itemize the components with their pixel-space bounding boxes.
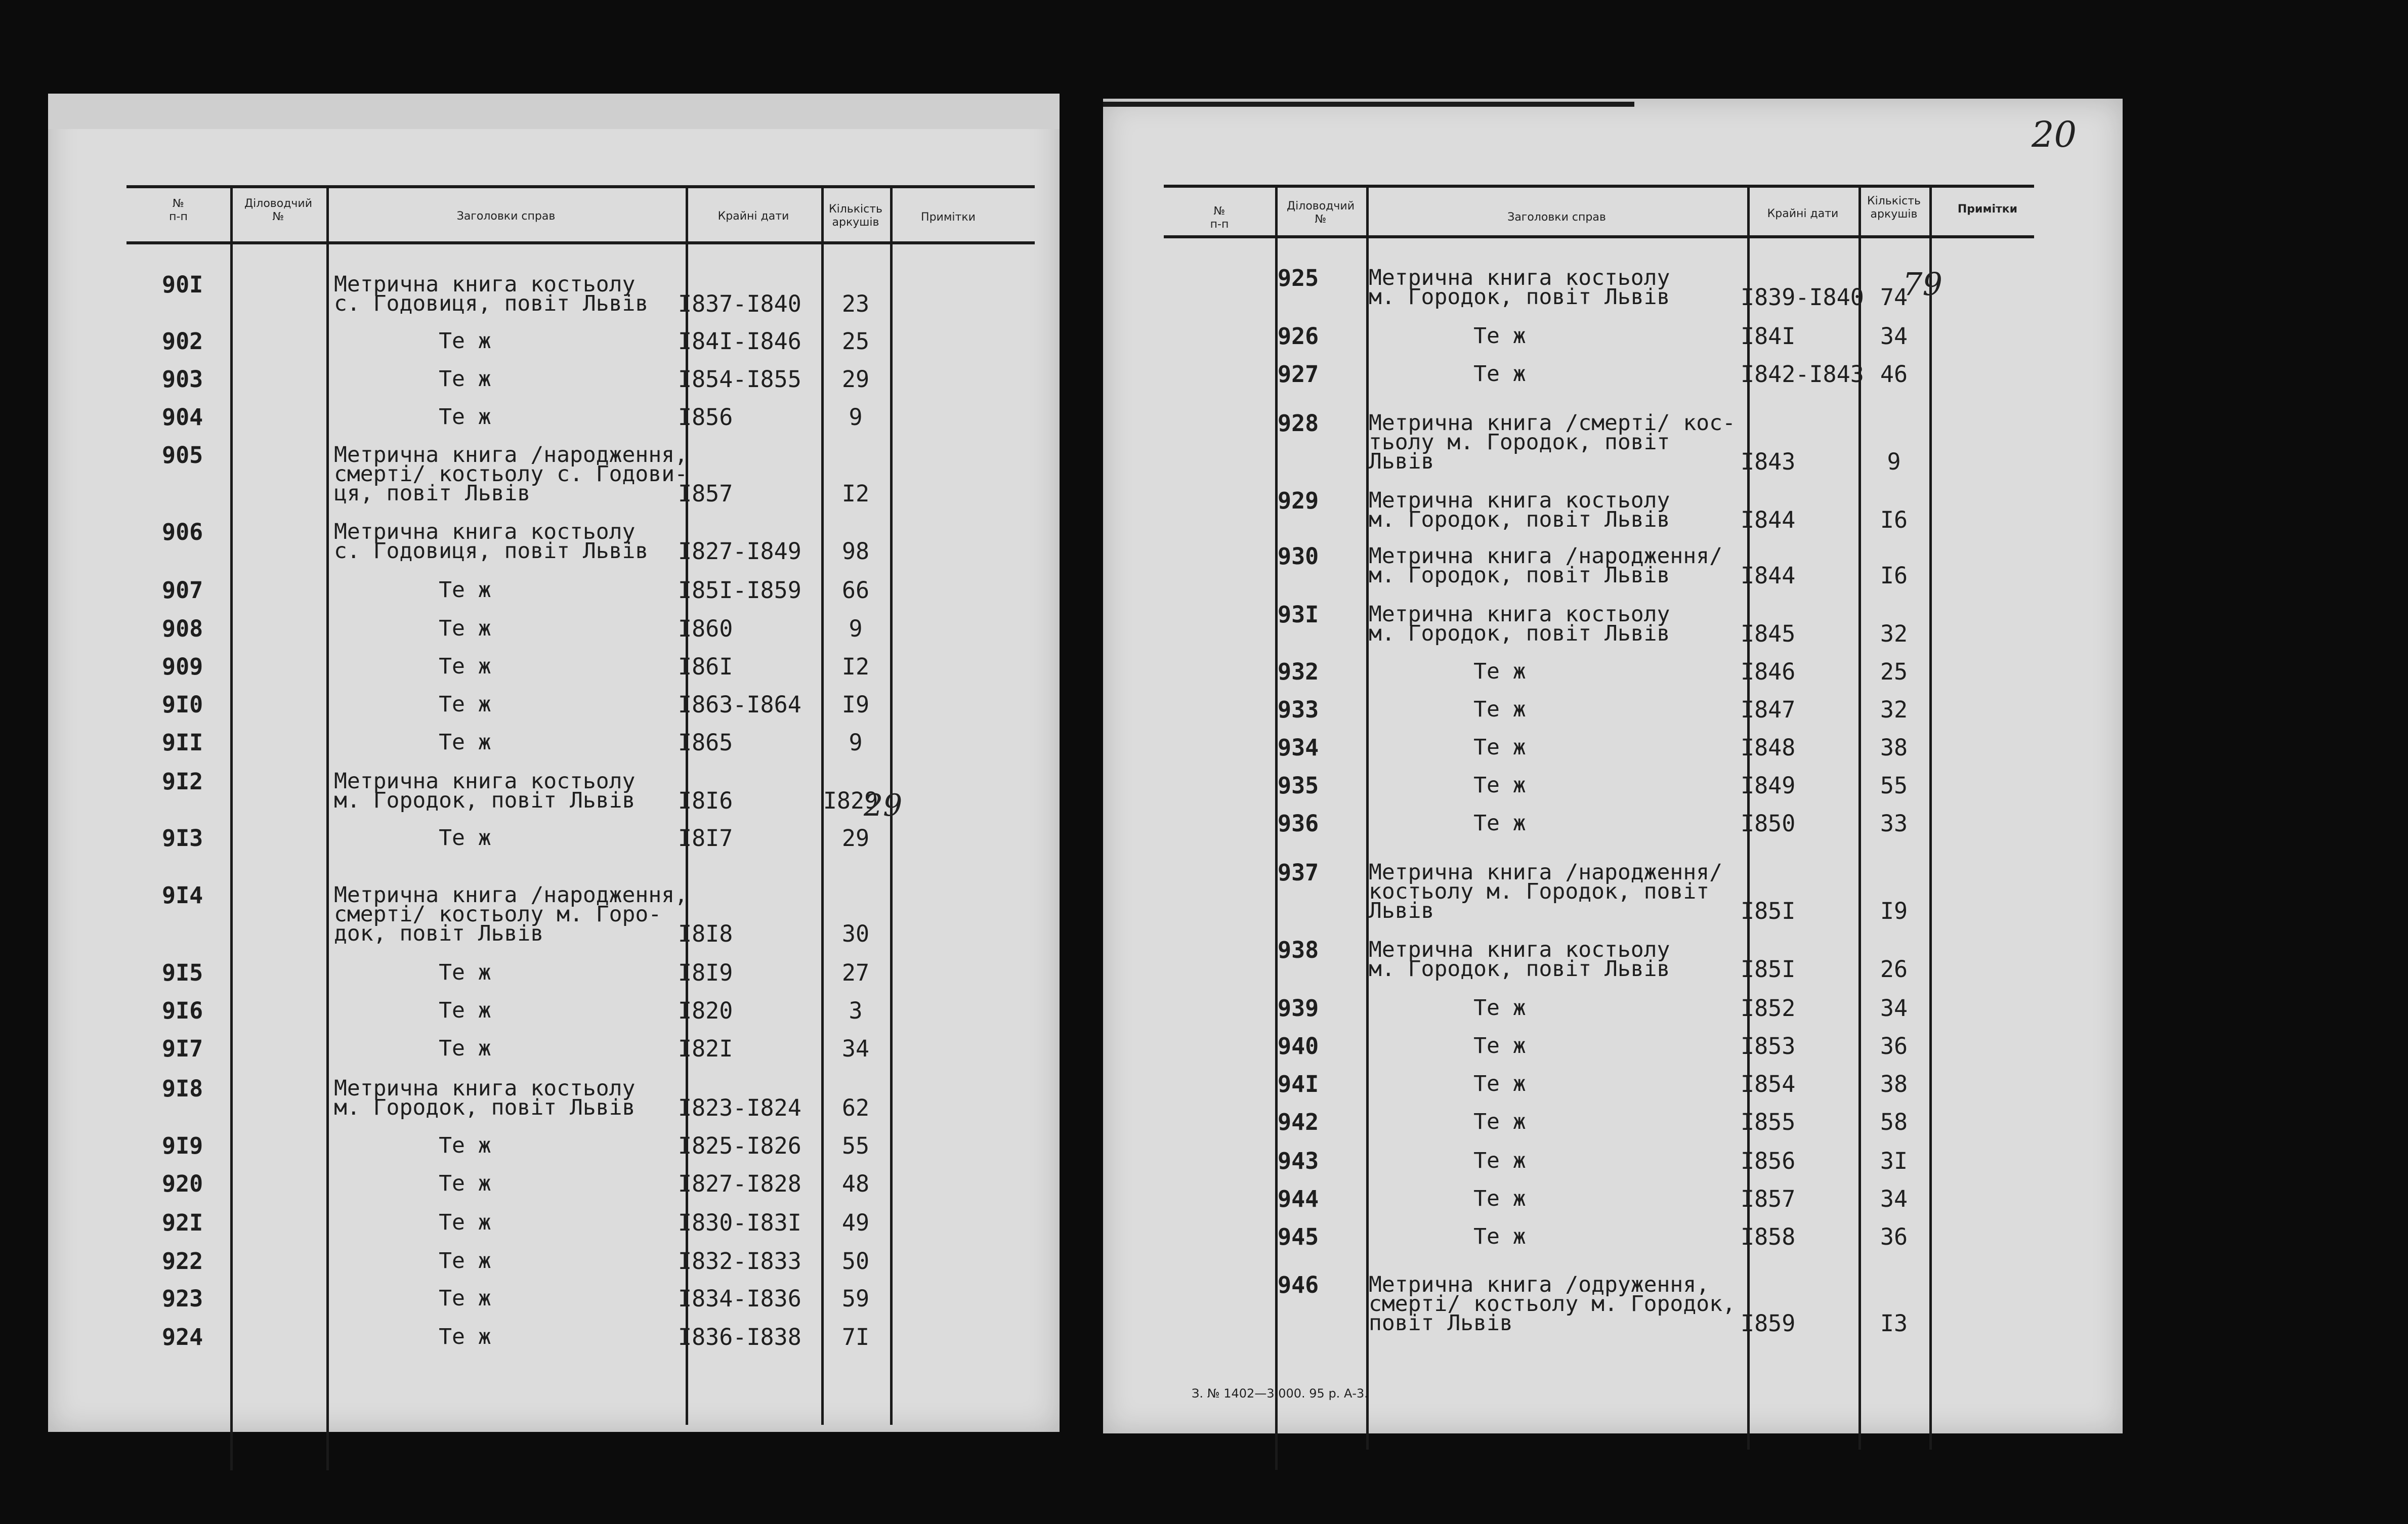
record-sheet-count: 98	[841, 538, 870, 565]
record-number: 9I0	[162, 691, 203, 718]
record-dates: I839-I840	[1741, 284, 1864, 311]
record-sheet-count: I3	[1880, 1310, 1908, 1337]
record-title: Метрична книга костьолу м. Городок, повіт Львів	[334, 769, 636, 813]
column-rule	[230, 185, 233, 1470]
record-title: Метрична книга /народження, смерті/ костьолу с. Годови- ця, повіт Львів	[334, 442, 688, 506]
record-sheet-count: 59	[841, 1285, 870, 1312]
record-sheet-count: 3I	[1880, 1148, 1908, 1174]
header-delo: Діловодчий №	[244, 197, 313, 223]
header-sheets: Кількість аркушів	[828, 203, 883, 229]
record-title: Метрична книга костьолу м. Городок, повіт Львів	[1369, 265, 1670, 310]
record-title: Те ж	[334, 654, 491, 679]
column-rule	[326, 185, 329, 1470]
record-title: Те ж	[1369, 659, 1526, 684]
header-notes: Примітки	[1957, 203, 2018, 216]
record-number: 923	[162, 1285, 203, 1312]
record-number: 932	[1278, 658, 1319, 685]
record-sheet-count: I2	[841, 653, 870, 680]
record-number: 905	[162, 442, 203, 469]
record-sheet-count: 50	[841, 1248, 870, 1275]
record-sheet-count: 9	[849, 404, 863, 431]
record-dates: I825-I826	[678, 1132, 801, 1159]
header-notes: Примітки	[921, 211, 976, 224]
record-number: 94I	[1278, 1071, 1319, 1097]
record-title: Те ж	[1369, 995, 1526, 1021]
record-dates: I823-I824	[678, 1094, 801, 1121]
record-number: 904	[162, 404, 203, 431]
record-sheet-count: 32	[1880, 620, 1908, 647]
record-number: 936	[1278, 810, 1319, 837]
record-title: Метрична книга костьолу с. Годовиця, повіт Львів	[334, 272, 649, 316]
record-title: Те ж	[1369, 773, 1526, 798]
record-sheet-count: 30	[841, 920, 870, 947]
record-dates: I859	[1741, 1310, 1796, 1337]
record-dates: I863-I864	[678, 691, 801, 718]
record-title: Те ж	[1369, 323, 1526, 349]
record-sheet-count: I829	[823, 787, 878, 814]
record-sheet-count: 23	[841, 290, 870, 317]
record-title: Метрична книга /народження/ костьолу м. Городок, повіт Львів	[1369, 860, 1722, 923]
record-dates: I857	[678, 480, 733, 507]
record-dates: I836-I838	[678, 1324, 801, 1350]
record-number: 945	[1278, 1223, 1319, 1250]
record-title: Те ж	[334, 825, 491, 851]
record-dates: I856	[678, 404, 733, 431]
record-title: Те ж	[1369, 735, 1526, 760]
record-sheet-count: 74	[1880, 284, 1908, 311]
record-sheet-count: I6	[1880, 506, 1908, 533]
header-title: Заголовки справ	[1507, 211, 1606, 224]
record-dates: I858	[1741, 1223, 1796, 1250]
record-title: Метрична книга /одруження, смерті/ костьолу м. Городок, повіт Львів	[1369, 1272, 1736, 1336]
record-sheet-count: 62	[841, 1094, 870, 1121]
record-dates: I837-I840	[678, 290, 801, 317]
record-dates: I856	[1741, 1148, 1796, 1174]
record-title: Те ж	[1369, 1071, 1526, 1096]
record-number: 925	[1278, 265, 1319, 291]
record-title: Те ж	[334, 404, 491, 430]
record-dates: I843	[1741, 448, 1796, 475]
header-dates: Крайні дати	[717, 210, 789, 223]
record-dates: I830-I83I	[678, 1209, 801, 1236]
record-dates: I849	[1741, 772, 1796, 799]
record-title: Те ж	[334, 692, 491, 717]
record-title: Те ж	[1369, 1109, 1526, 1134]
header-dates: Крайні дати	[1767, 207, 1839, 220]
record-title: Те ж	[1369, 811, 1526, 836]
record-number: 902	[162, 328, 203, 355]
handwritten-correction: 79	[1903, 266, 1942, 303]
record-number: 92I	[162, 1209, 203, 1236]
record-dates: I845	[1741, 620, 1796, 647]
record-sheet-count: 33	[1880, 810, 1908, 837]
record-title: Те ж	[334, 366, 491, 392]
record-title: Те ж	[334, 1210, 491, 1235]
record-sheet-count: 9	[849, 729, 863, 756]
record-number: 933	[1278, 696, 1319, 723]
record-sheet-count: 38	[1880, 1071, 1908, 1097]
record-title: Те ж	[334, 1171, 491, 1196]
header-delo: Діловодчий №	[1286, 200, 1355, 226]
record-title: Те ж	[334, 1286, 491, 1311]
record-number: 940	[1278, 1033, 1319, 1060]
record-dates: I854	[1741, 1071, 1796, 1097]
record-dates: I847	[1741, 696, 1796, 723]
record-dates: I844	[1741, 506, 1796, 533]
record-sheet-count: 34	[1880, 995, 1908, 1022]
left-page	[48, 94, 1060, 1432]
record-title: Те ж	[1369, 1033, 1526, 1059]
record-dates: I860	[678, 615, 733, 642]
record-title: Те ж	[1369, 1186, 1526, 1211]
record-title: Метрична книга костьолу м. Городок, повіт Львів	[1369, 937, 1670, 982]
record-sheet-count: 32	[1880, 696, 1908, 723]
record-sheet-count: I2	[841, 480, 870, 507]
record-title: Те ж	[334, 960, 491, 985]
record-title: Те ж	[1369, 697, 1526, 722]
record-title: Метрична книга /народження, смерті/ костьолу м. Горо- док, повіт Львів	[334, 882, 688, 946]
record-dates: I848	[1741, 734, 1796, 761]
record-number: 942	[1278, 1109, 1319, 1135]
column-rule	[1929, 185, 1932, 1450]
print-footer: З. № 1402—3.000. 95 р. А-3.	[1192, 1386, 1368, 1401]
record-sheet-count: 49	[841, 1209, 870, 1236]
record-title: Метрична книга /народження/ м. Городок, повіт Львів	[1369, 543, 1722, 588]
record-number: 909	[162, 653, 203, 680]
record-title: Те ж	[334, 998, 491, 1023]
record-number: 9I8	[162, 1075, 203, 1102]
record-dates: I85I	[1741, 956, 1796, 983]
record-dates: I8I7	[678, 825, 733, 852]
header-bottom-rule	[1164, 235, 2034, 238]
record-number: 9I7	[162, 1035, 203, 1062]
header-no: № п-п	[1210, 205, 1229, 231]
record-sheet-count: 29	[841, 825, 870, 852]
record-dates: I852	[1741, 995, 1796, 1022]
record-title: Те ж	[1369, 361, 1526, 387]
record-sheet-count: 55	[841, 1132, 870, 1159]
record-dates: I85I	[1741, 898, 1796, 924]
record-number: 9I4	[162, 882, 203, 909]
record-number: 9II	[162, 729, 203, 756]
record-dates: I820	[678, 997, 733, 1024]
header-sheets: Кількість аркушів	[1867, 195, 1921, 221]
record-dates: I85I-I859	[678, 577, 801, 604]
record-number: 9I3	[162, 825, 203, 852]
header-title: Заголовки справ	[456, 210, 556, 223]
record-sheet-count: 7I	[841, 1324, 870, 1350]
record-number: 939	[1278, 995, 1319, 1022]
record-dates: I82I	[678, 1035, 733, 1062]
page-number: 20	[2032, 114, 2077, 155]
record-number: 903	[162, 366, 203, 393]
record-sheet-count: 27	[841, 959, 870, 986]
record-dates: I850	[1741, 810, 1796, 837]
record-dates: I86I	[678, 653, 733, 680]
record-number: 934	[1278, 734, 1319, 761]
page-top-edge-rule	[1103, 102, 1634, 107]
record-number: 924	[162, 1324, 203, 1350]
record-dates: I8I8	[678, 920, 733, 947]
record-dates: I827-I828	[678, 1170, 801, 1197]
record-sheet-count: 46	[1880, 361, 1908, 388]
record-number: 90I	[162, 271, 203, 298]
record-dates: I8I6	[678, 787, 733, 814]
header-bottom-rule	[126, 241, 1035, 244]
record-title: Метрична книга костьолу м. Городок, повіт Львів	[1369, 488, 1670, 532]
record-sheet-count: 36	[1880, 1223, 1908, 1250]
record-dates: I857	[1741, 1186, 1796, 1212]
record-title: Метрична книга костьолу с. Годовиця, повіт Львів	[334, 519, 649, 564]
record-number: 93I	[1278, 601, 1319, 628]
record-sheet-count: 38	[1880, 734, 1908, 761]
record-sheet-count: 26	[1880, 956, 1908, 983]
record-dates: I854-I855	[678, 366, 801, 393]
record-title: Те ж	[334, 1324, 491, 1349]
record-sheet-count: 25	[1880, 658, 1908, 685]
record-number: 907	[162, 577, 203, 604]
record-dates: I84I-I846	[678, 328, 801, 355]
record-title: Те ж	[334, 328, 491, 354]
header-top-rule	[126, 185, 1035, 188]
header-top-rule	[1164, 185, 2034, 188]
record-title: Метрична книга костьолу м. Городок, повіт Львів	[334, 1076, 636, 1120]
record-number: 946	[1278, 1272, 1319, 1298]
record-title: Метрична книга /смерті/ кос- тьолу м. Городок, повіт Львів	[1369, 410, 1736, 474]
record-title: Те ж	[334, 730, 491, 755]
record-title: Те ж	[334, 616, 491, 641]
record-number: 943	[1278, 1148, 1319, 1174]
record-sheet-count: I9	[841, 691, 870, 718]
right-page	[1103, 99, 2123, 1433]
record-title: Метрична книга костьолу м. Городок, повіт Львів	[1369, 602, 1670, 646]
record-dates: I853	[1741, 1033, 1796, 1060]
record-number: 928	[1278, 410, 1319, 437]
record-title: Те ж	[334, 1036, 491, 1061]
record-title: Те ж	[1369, 1148, 1526, 1173]
page-top-strip	[48, 94, 1060, 129]
record-sheet-count: 36	[1880, 1033, 1908, 1060]
record-dates: I834-I836	[678, 1285, 801, 1312]
record-sheet-count: 34	[1880, 323, 1908, 350]
record-number: 935	[1278, 772, 1319, 799]
record-dates: I842-I843	[1741, 361, 1864, 388]
record-number: 930	[1278, 543, 1319, 570]
record-dates: I827-I849	[678, 538, 801, 565]
record-number: 929	[1278, 487, 1319, 514]
record-sheet-count: 55	[1880, 772, 1908, 799]
record-number: 9I5	[162, 959, 203, 986]
header-no: № п-п	[169, 197, 188, 223]
record-number: 937	[1278, 859, 1319, 886]
record-number: 938	[1278, 937, 1319, 963]
record-number: 920	[162, 1170, 203, 1197]
record-sheet-count: 29	[841, 366, 870, 393]
record-number: 908	[162, 615, 203, 642]
record-number: 927	[1278, 361, 1319, 388]
record-sheet-count: 66	[841, 577, 870, 604]
record-dates: I846	[1741, 658, 1796, 685]
record-number: 9I6	[162, 997, 203, 1024]
record-sheet-count: 25	[841, 328, 870, 355]
record-sheet-count: I9	[1880, 898, 1908, 924]
record-sheet-count: 58	[1880, 1109, 1908, 1135]
record-number: 9I9	[162, 1132, 203, 1159]
record-dates: I865	[678, 729, 733, 756]
record-sheet-count: 3	[849, 997, 863, 1024]
record-title: Те ж	[334, 1133, 491, 1158]
record-sheet-count: I6	[1880, 562, 1908, 589]
handwritten-sheet-correction: 29	[864, 788, 903, 823]
record-sheet-count: 9	[849, 615, 863, 642]
record-title: Те ж	[334, 1248, 491, 1274]
record-sheet-count: 9	[1887, 448, 1901, 475]
record-title: Те ж	[1369, 1224, 1526, 1249]
record-dates: I8I9	[678, 959, 733, 986]
record-dates: I855	[1741, 1109, 1796, 1135]
record-dates: I84I	[1741, 323, 1796, 350]
record-number: 922	[162, 1248, 203, 1275]
record-number: 906	[162, 519, 203, 545]
record-dates: I844	[1741, 562, 1796, 589]
record-title: Те ж	[334, 577, 491, 603]
record-dates: I832-I833	[678, 1248, 801, 1275]
record-sheet-count: 34	[841, 1035, 870, 1062]
record-sheet-count: 34	[1880, 1186, 1908, 1212]
record-sheet-count: 48	[841, 1170, 870, 1197]
record-number: 926	[1278, 323, 1319, 350]
record-number: 944	[1278, 1186, 1319, 1212]
record-number: 9I2	[162, 768, 203, 795]
